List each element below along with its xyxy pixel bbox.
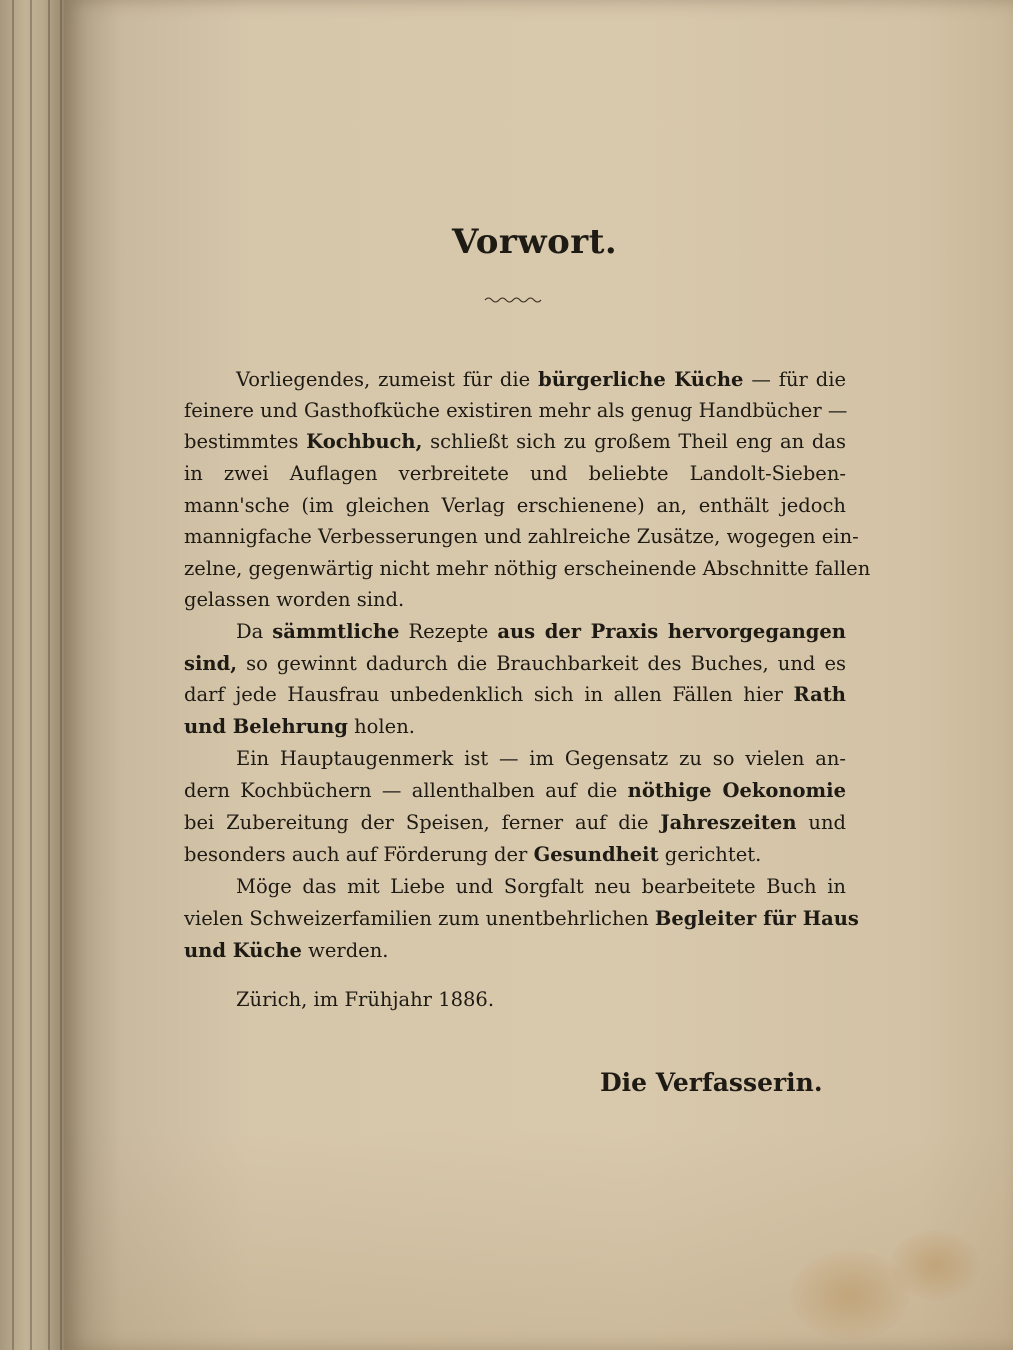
text-span: gerichtet.	[658, 843, 762, 866]
text-line	[236, 875, 846, 899]
text-span: zelne, gegenwärtig nicht mehr nöthig erscheinende Abschnitte fallen	[184, 557, 871, 580]
emphasis-text: Gesundheit	[533, 843, 659, 866]
text-line	[236, 368, 846, 392]
text-line	[184, 715, 846, 739]
text-span: bei Zubereitung der Speisen, ferner auf die	[184, 811, 661, 834]
page-title: Vorwort.	[452, 222, 618, 262]
emphasis-text: Kochbuch,	[306, 430, 423, 453]
text-line	[236, 620, 846, 644]
paper-stain	[890, 1230, 980, 1300]
emphasis-text: sämmtliche	[272, 620, 400, 643]
emphasis-text: nöthige Oekonomie	[627, 779, 846, 802]
text-line	[184, 779, 846, 803]
emphasis-text: bürgerliche Küche	[538, 368, 744, 391]
text-line	[184, 494, 846, 518]
text-line	[184, 588, 846, 612]
emphasis-text: aus der Praxis hervorgegangen	[497, 620, 846, 643]
text-line	[184, 652, 846, 676]
emphasis-text: sind,	[184, 652, 237, 675]
text-span: werden.	[301, 939, 389, 962]
text-line	[184, 843, 846, 867]
emphasis-text: Begleiter für Haus	[654, 907, 859, 930]
emphasis-text: und Belehrung	[184, 715, 348, 738]
text-span: Ein Hauptaugenmerk ist — im Gegensatz zu so vielen an-	[236, 747, 846, 770]
text-line	[184, 939, 846, 963]
text-span: darf jede Hausfrau unbedenklich sich in allen Fällen hier	[184, 683, 794, 706]
text-span: mann'sche (im gleichen Verlag erschienene) an, enthält jedoch	[184, 494, 846, 517]
book-binding-edge	[0, 0, 72, 1350]
text-line	[184, 399, 846, 423]
signature: Die Verfasserin.	[600, 1068, 823, 1097]
text-span: holen.	[347, 715, 415, 738]
text-span: gelassen worden sind.	[184, 588, 405, 611]
text-span: dern Kochbüchern — allenthalben auf die	[184, 779, 628, 802]
text-span: — für die	[743, 368, 846, 391]
text-span: vielen Schweizerfamilien zum unentbehrlichen	[184, 907, 655, 930]
text-span: mannigfache Verbesserungen und zahlreiche Zusätze, wogegen ein-	[184, 525, 859, 548]
text-span: so gewinnt dadurch die Brauchbarkeit des Buches, und es	[237, 652, 846, 675]
text-line	[184, 683, 846, 707]
text-span: bestimmtes	[184, 430, 307, 453]
text-span: Da	[236, 620, 273, 643]
text-span: Vorliegendes, zumeist für die	[236, 368, 539, 391]
text-span: schließt sich zu großem Theil eng an das	[422, 430, 846, 453]
text-span: in zwei Auflagen verbreitete und beliebte Landolt-Sieben-	[184, 462, 846, 485]
emphasis-text: und Küche	[184, 939, 302, 962]
text-line	[184, 811, 846, 835]
place-date: Zürich, im Frühjahr 1886.	[236, 988, 495, 1011]
text-span: Möge das mit Liebe und Sorgfalt neu bearbeitete Buch in	[236, 875, 846, 898]
text-span: feinere und Gasthofküche existiren mehr als genug Handbücher —	[184, 399, 848, 422]
text-line	[184, 907, 859, 931]
text-line	[236, 747, 846, 771]
text-line	[184, 525, 859, 549]
text-span: und	[796, 811, 846, 834]
text-line	[184, 462, 846, 486]
wave-ornament-icon	[484, 294, 542, 306]
text-span: Rezepte	[399, 620, 498, 643]
text-line	[184, 430, 846, 454]
text-span: besonders auch auf Förderung der	[184, 843, 534, 866]
emphasis-text: Jahreszeiten	[660, 811, 797, 834]
emphasis-text: Rath	[793, 683, 846, 706]
text-line	[184, 557, 871, 581]
